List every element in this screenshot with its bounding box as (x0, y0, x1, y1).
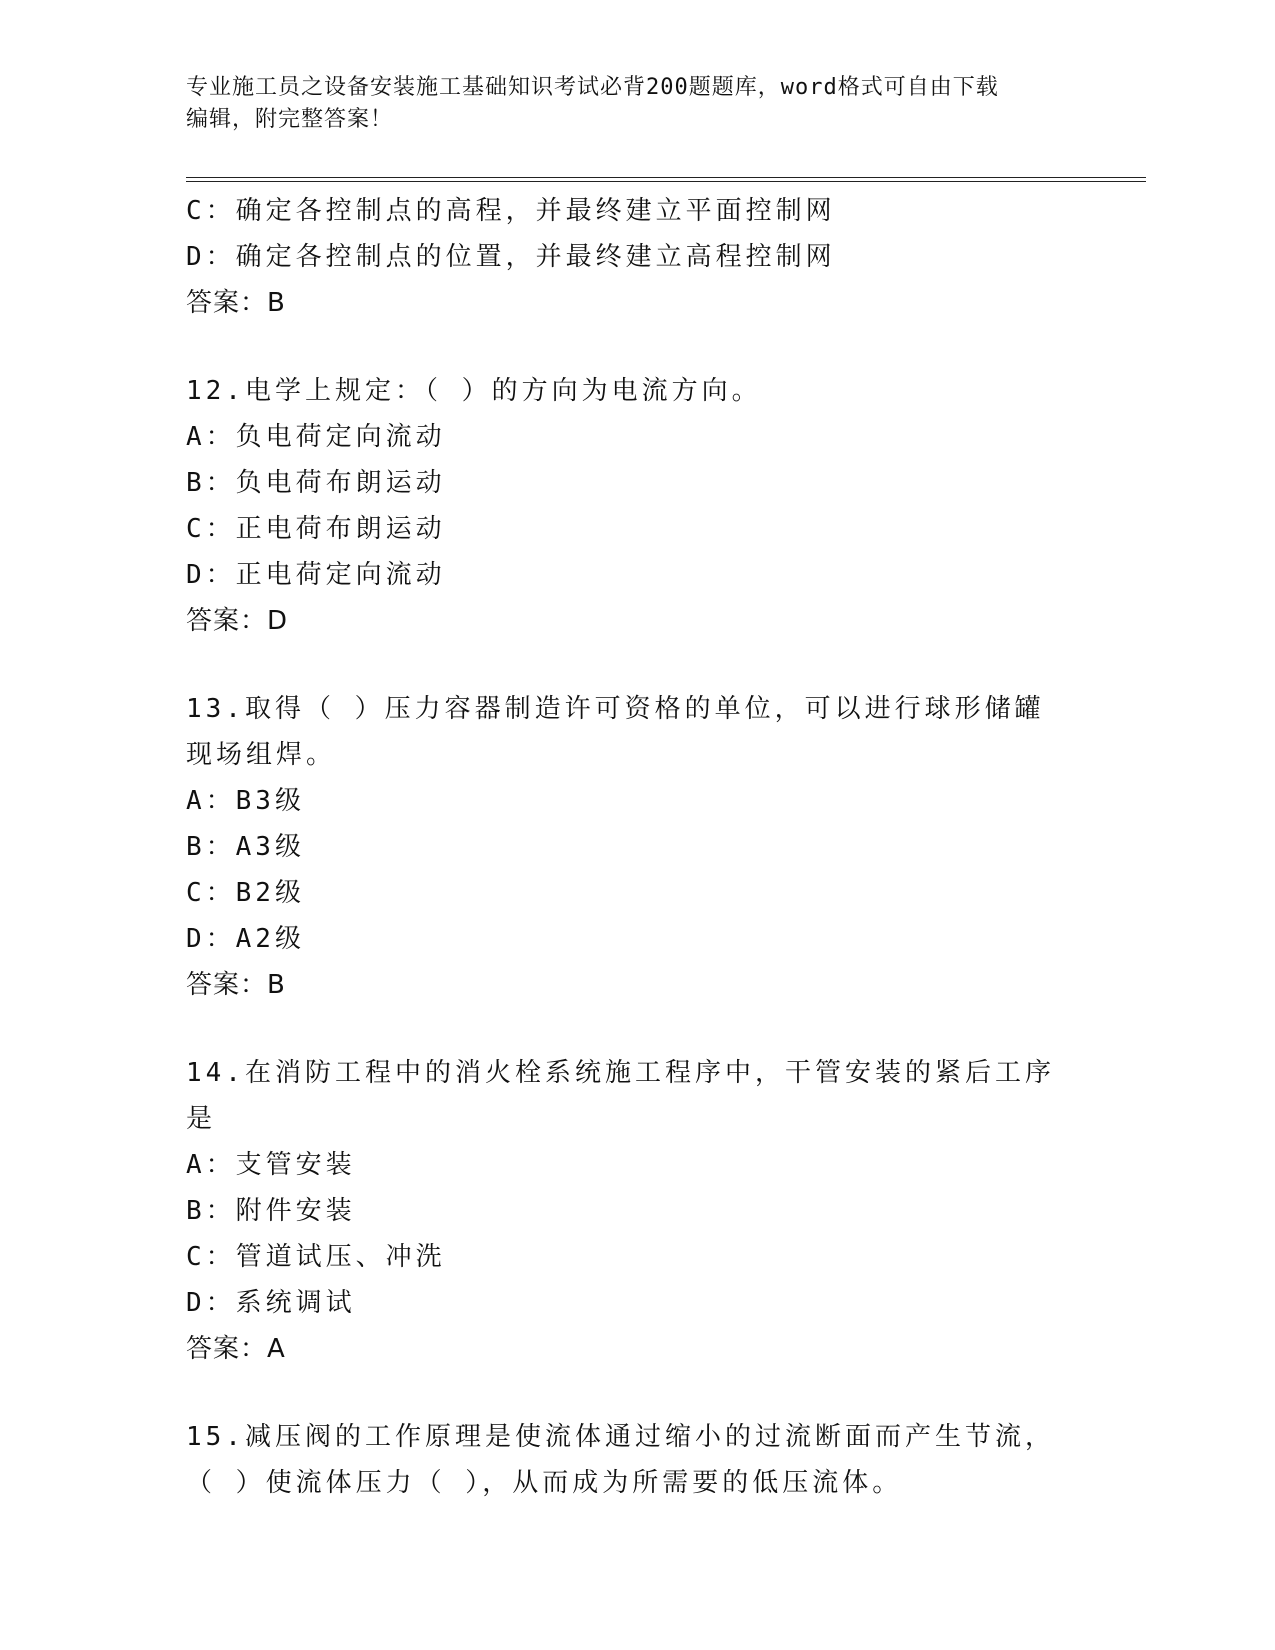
answer-line: 答案：B (186, 970, 286, 1000)
option-c: C：B2级 (186, 878, 305, 908)
question-stem: 15.减压阀的工作原理是使流体通过缩小的过流断面而产生节流，（ ）使流体压力（ ），从而成为所需要的低压流体。 (186, 1422, 1055, 1498)
answer-line: 答案：D (186, 606, 289, 636)
option-a: A：支管安装 (186, 1150, 356, 1180)
header-line-2: 编辑，附完整答案！ (186, 107, 394, 132)
answer-line: 答案：B (186, 288, 286, 318)
option-c: C：正电荷布朗运动 (186, 514, 446, 544)
option-a: A：负电荷定向流动 (186, 422, 446, 452)
question-11-tail (186, 188, 1066, 326)
header-line-1: 专业施工员之设备安装施工基础知识考试必背200题题库，word格式可自由下载 (186, 75, 999, 100)
option-c: C：确定各控制点的高程，并最终建立平面控制网 (186, 196, 836, 226)
option-d: D：A2级 (186, 924, 305, 954)
option-c: C：管道试压、冲洗 (186, 1242, 446, 1272)
question-14 (186, 1050, 1066, 1372)
question-12 (186, 368, 1066, 644)
question-stem: 13.取得（ ）压力容器制造许可资格的单位，可以进行球形储罐现场组焊。 (186, 694, 1045, 770)
option-b: B：负电荷布朗运动 (186, 468, 446, 498)
page-header (186, 72, 1066, 136)
question-stem: 14.在消防工程中的消火栓系统施工程序中，干管安装的紧后工序是 (186, 1058, 1055, 1134)
document-body (186, 188, 1066, 1506)
option-d: D：系统调试 (186, 1288, 356, 1318)
answer-line: 答案：A (186, 1334, 286, 1364)
option-b: B：附件安装 (186, 1196, 356, 1226)
option-b: B：A3级 (186, 832, 305, 862)
option-d: D：确定各控制点的位置，并最终建立高程控制网 (186, 242, 836, 272)
question-15 (186, 1414, 1066, 1506)
question-stem: 12.电学上规定：（ ）的方向为电流方向。 (186, 376, 762, 406)
option-a: A：B3级 (186, 786, 305, 816)
header-divider (186, 177, 1146, 182)
option-d: D：正电荷定向流动 (186, 560, 446, 590)
question-13 (186, 686, 1066, 1008)
